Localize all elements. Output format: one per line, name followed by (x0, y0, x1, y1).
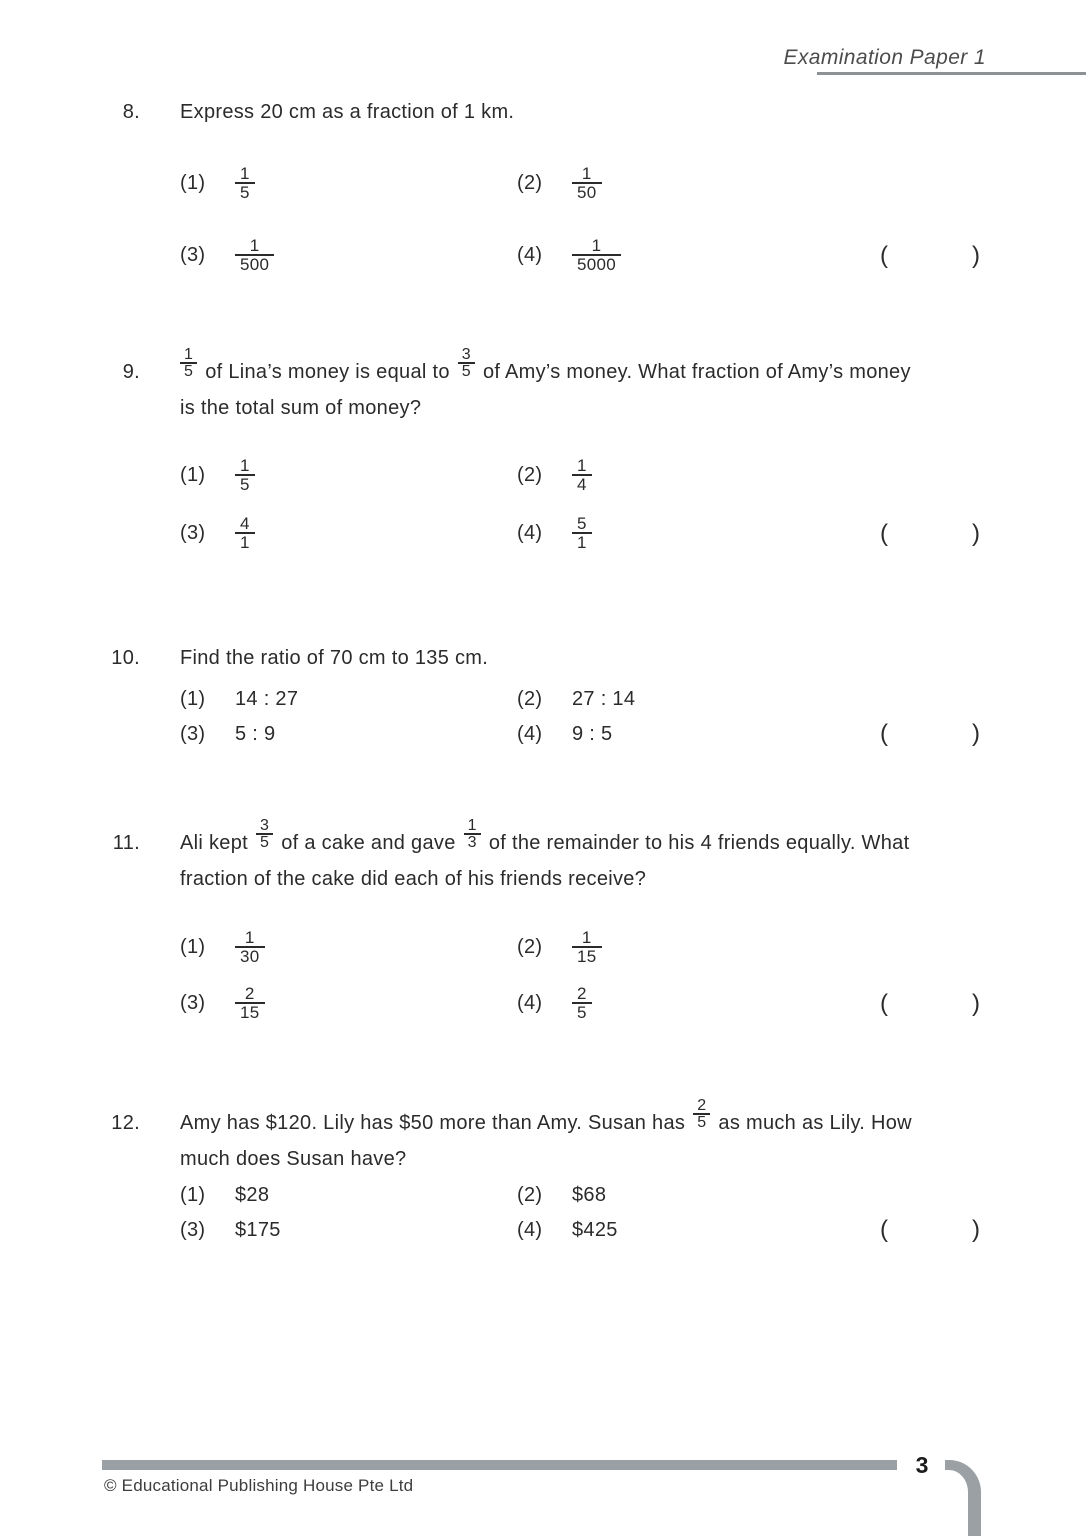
stem-text: Ali kept (180, 831, 248, 854)
option-2 (517, 458, 592, 493)
stem-text: is the total sum of money? (180, 396, 422, 419)
option-label: (4) (517, 1218, 543, 1241)
option-1 (180, 1183, 517, 1207)
fraction (235, 986, 265, 1021)
option-label: (3) (180, 244, 206, 266)
option-3 (180, 238, 517, 273)
fraction-denominator: 5 (572, 1002, 592, 1021)
option-value: 14 : 27 (235, 687, 299, 710)
fraction-denominator: 3 (464, 833, 481, 850)
option-2 (517, 687, 635, 711)
options-grid (180, 166, 1086, 273)
fraction-numerator: 1 (240, 456, 250, 475)
fraction-denominator: 1 (572, 532, 592, 551)
option-label: (4) (517, 244, 543, 266)
option-value: $28 (235, 1183, 270, 1206)
stem-text: of the remainder to his 4 friends equally. What (488, 831, 910, 854)
fraction-denominator: 500 (235, 254, 274, 273)
fraction (235, 166, 255, 201)
option-label: (4) (517, 722, 543, 745)
option-label: (1) (180, 1183, 206, 1206)
option-2 (517, 930, 602, 965)
question-8 (0, 100, 1086, 273)
page-corner-tab (945, 1460, 981, 1536)
answer-blank (880, 242, 980, 270)
option-label: (4) (517, 522, 543, 544)
option-2 (517, 1183, 606, 1207)
fraction (572, 986, 592, 1021)
fraction-denominator: 5 (458, 362, 475, 379)
option-1 (180, 458, 517, 493)
option-value: 27 : 14 (572, 687, 636, 710)
stem-text: Find the ratio of 70 cm to 135 cm. (180, 646, 489, 669)
answer-blank (880, 1216, 980, 1244)
option-value: 9 : 5 (572, 722, 613, 745)
fraction (235, 458, 255, 493)
fraction-denominator: 1 (235, 532, 255, 551)
fraction-numerator: 1 (581, 164, 592, 183)
option-label: (3) (180, 522, 206, 544)
fraction-numerator: 1 (184, 346, 194, 363)
answer-paren-left: ( (880, 241, 888, 269)
option-3 (180, 722, 517, 746)
option-4 (517, 1218, 618, 1242)
fraction-denominator: 5 (235, 182, 255, 201)
fraction (572, 166, 602, 201)
option-4 (517, 238, 621, 273)
question-number: 8. (122, 101, 140, 123)
fraction-numerator: 2 (577, 984, 587, 1003)
fraction (572, 930, 602, 965)
header-rule (817, 72, 1086, 75)
option-4 (517, 986, 592, 1021)
option-4 (517, 722, 612, 746)
answer-paren-right: ) (972, 1216, 980, 1243)
answer-paren-right: ) (972, 519, 980, 547)
stem-text: of Lina’s money is equal to (205, 360, 450, 383)
fraction-denominator: 5000 (572, 254, 621, 273)
options-grid (180, 458, 1086, 551)
answer-paren-right: ) (972, 720, 980, 747)
question-11 (0, 817, 1086, 1022)
answer-paren-left: ( (880, 519, 888, 547)
fraction-numerator: 2 (697, 1097, 707, 1114)
fraction (180, 347, 197, 379)
option-label: (3) (180, 722, 206, 745)
fraction-denominator: 5 (235, 474, 255, 493)
option-3 (180, 516, 517, 551)
question-stem (180, 646, 1086, 670)
fraction-denominator: 30 (235, 946, 265, 965)
option-1 (180, 687, 517, 711)
option-label: (3) (180, 992, 206, 1014)
fraction (693, 1098, 710, 1130)
copyright-text: © Educational Publishing House Pte Ltd (104, 1476, 414, 1495)
question-stem (180, 100, 1086, 124)
question-number: 12. (111, 1112, 140, 1134)
fraction-numerator: 1 (591, 236, 602, 255)
question-stem (180, 1097, 1086, 1177)
fraction-numerator: 1 (581, 928, 592, 947)
answer-paren-left: ( (880, 989, 888, 1017)
question-12 (0, 1097, 1086, 1243)
options-grid (180, 687, 1086, 746)
option-3 (180, 986, 517, 1021)
option-2 (517, 166, 602, 201)
stem-text: Amy has $120. Lily has $50 more than Amy. Susan has (180, 1111, 686, 1134)
question-9 (0, 346, 1086, 552)
option-label: (2) (517, 687, 543, 710)
fraction-numerator: 4 (240, 514, 250, 533)
options-grid (180, 1183, 1086, 1242)
fraction (464, 818, 481, 850)
option-label: (2) (517, 172, 543, 194)
answer-blank (880, 520, 980, 548)
fraction-denominator: 15 (572, 946, 602, 965)
fraction-numerator: 1 (240, 164, 250, 183)
fraction-denominator: 5 (256, 833, 273, 850)
option-label: (2) (517, 1183, 543, 1206)
option-label: (2) (517, 936, 543, 958)
question-number: 9. (122, 361, 140, 383)
fraction-numerator: 2 (244, 984, 255, 1003)
fraction (256, 818, 273, 850)
stem-text: Express 20 cm as a fraction of 1 km. (180, 100, 515, 123)
option-value: 5 : 9 (235, 722, 276, 745)
answer-paren-right: ) (972, 241, 980, 269)
options-grid (180, 930, 1086, 1021)
question-number: 10. (111, 647, 140, 669)
answer-blank (880, 990, 980, 1018)
fraction-denominator: 5 (180, 362, 197, 379)
fraction-numerator: 1 (467, 817, 477, 834)
option-value: $175 (235, 1218, 281, 1241)
fraction-denominator: 4 (572, 474, 592, 493)
option-label: (2) (517, 464, 543, 486)
fraction-denominator: 5 (693, 1113, 710, 1130)
fraction (572, 458, 592, 493)
fraction (235, 238, 274, 273)
page-header-title: Examination Paper 1 (783, 46, 986, 69)
fraction (458, 347, 475, 379)
option-label: (1) (180, 172, 206, 194)
option-label: (1) (180, 464, 206, 486)
stem-text: as much as Lily. How (718, 1111, 912, 1134)
footer-bar (102, 1460, 897, 1470)
answer-paren-right: ) (972, 989, 980, 1017)
fraction-numerator: 1 (249, 236, 260, 255)
option-value: $68 (572, 1183, 607, 1206)
answer-paren-left: ( (880, 1216, 888, 1243)
option-3 (180, 1218, 517, 1242)
option-label: (1) (180, 936, 206, 958)
page-number: 3 (915, 1452, 929, 1478)
stem-text: fraction of the cake did each of his friends receive? (180, 867, 647, 890)
fraction (572, 238, 621, 273)
stem-text: of Amy’s money. What fraction of Amy’s money (482, 360, 911, 383)
question-stem (180, 817, 1086, 897)
fraction (235, 930, 265, 965)
option-4 (517, 516, 592, 551)
option-label: (4) (517, 992, 543, 1014)
fraction-numerator: 1 (244, 928, 255, 947)
answer-paren-left: ( (880, 720, 888, 747)
stem-text: much does Susan have? (180, 1147, 407, 1170)
stem-text: of a cake and gave (281, 831, 456, 854)
question-10 (0, 646, 1086, 746)
fraction-denominator: 15 (235, 1002, 265, 1021)
question-number: 11. (112, 832, 140, 854)
option-value: $425 (572, 1218, 618, 1241)
option-label: (3) (180, 1218, 206, 1241)
question-stem (180, 346, 1086, 426)
fraction (235, 516, 255, 551)
fraction-numerator: 1 (577, 456, 587, 475)
fraction (572, 516, 592, 551)
fraction-numerator: 5 (577, 514, 587, 533)
fraction-numerator: 3 (260, 817, 270, 834)
option-1 (180, 930, 517, 965)
fraction-numerator: 3 (461, 346, 471, 363)
option-label: (1) (180, 687, 206, 710)
answer-blank (880, 720, 980, 748)
option-1 (180, 166, 517, 201)
fraction-denominator: 50 (572, 182, 602, 201)
